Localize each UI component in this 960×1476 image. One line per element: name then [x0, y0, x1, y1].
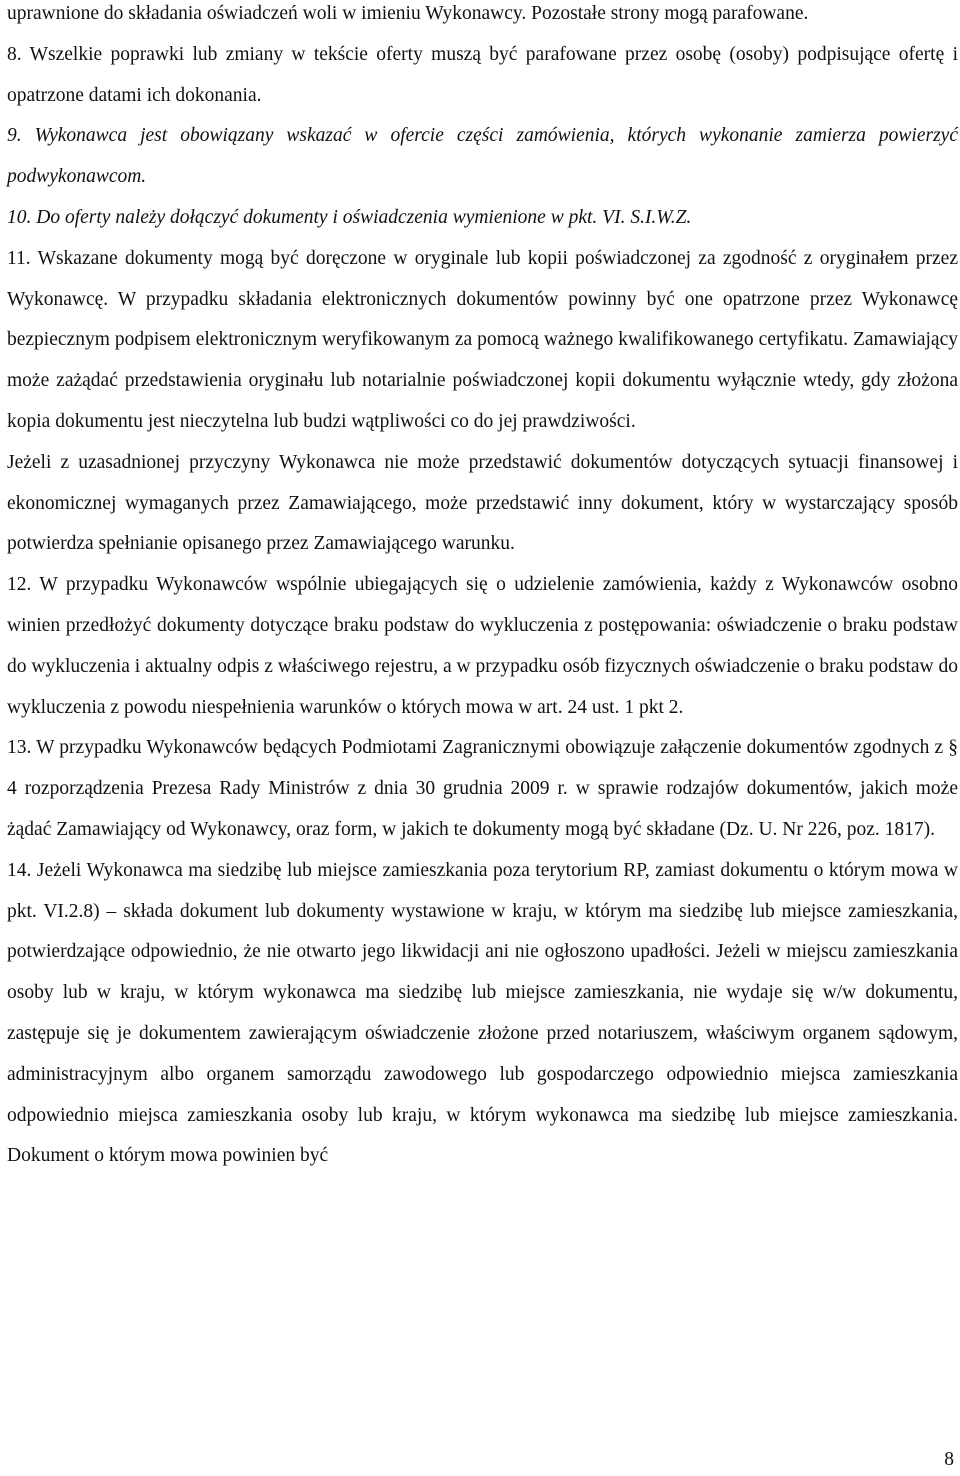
paragraph-11: 11. Wskazane dokumenty mogą być doręczone w oryginale lub kopii poświadczonej za zgodność z oryginałem przez Wykonawcę. W przypadku składania elektronicznych dokumentów powinny być one opatrzone przez Wykonawcę bezpiecznym podpisem elektronicznym weryfikowanym za pomocą ważnego kwalifikowanego certyfikatu. Zamawiający może zażądać przedstawienia oryginału lub notarialnie poświadczonej kopii dokumentu wyłącznie wtedy, gdy złożona kopia dokumentu jest nieczytelna lub budzi wątpliwości co do jej prawdziwości.	[7, 247, 958, 432]
paragraph-8: 8. Wszelkie poprawki lub zmiany w tekście oferty muszą być parafowane przez osobę (osoby) podpisujące ofertę i opatrzone datami ich dokonania.	[7, 43, 958, 106]
page-number: 8	[944, 1449, 954, 1470]
paragraph-11-continued: Jeżeli z uzasadnionej przyczyny Wykonawca nie może przedstawić dokumentów dotyczących sytuacji finansowej i ekonomicznej wymaganych przez Zamawiającego, może przedstawić inny dokument, który w wystarczający sposób potwierdza spełnianie opisanego przez Zamawiającego warunku.	[7, 451, 958, 555]
paragraph-10: 10. Do oferty należy dołączyć dokumenty i oświadczenia wymienione w pkt. VI. S.I.W.Z.	[7, 206, 692, 228]
paragraph-12: 12. W przypadku Wykonawców wspólnie ubiegających się o udzielenie zamówienia, każdy z Wykonawców osobno winien przedłożyć dokumenty dotyczące braku podstaw do wykluczenia z postępowania: oświadczenie o braku podstaw do wykluczenia i aktualny odpis z właściwego rejestru, a w przypadku osób fizycznych oświadczenie o braku podstaw do wykluczenia z powodu niespełnienia warunków o których mowa w art. 24 ust. 1 pkt 2.	[7, 574, 958, 718]
document-body	[7, 0, 958, 1177]
paragraph-14: 14. Jeżeli Wykonawca ma siedzibę lub miejsce zamieszkania poza terytorium RP, zamiast dokumentu o którym mowa w pkt. VI.2.8) – składa dokument lub dokumenty wystawione w kraju, w którym ma siedzibę lub miejsce zamieszkania, potwierdzające odpowiednio, że nie otwarto jego likwidacji ani nie ogłoszono upadłości. Jeżeli w miejscu zamieszkania osoby lub w kraju, w którym wykonawca ma siedzibę lub miejsce zamieszkania, nie wydaje się w/w dokumentu, zastępuje się je dokumentem zawierającym oświadczenie złożone przed notariuszem, właściwym organem sądowym, administracyjnym albo organem samorządu zawodowego lub gospodarczego odpowiednio miejsca zamieszkania odpowiednio miejsca zamieszkania osoby lub kraju, w którym wykonawca ma siedzibę lub miejsce zamieszkania. Dokument o którym mowa powinien być	[7, 859, 958, 1167]
paragraph-13: 13. W przypadku Wykonawców będących Podmiotami Zagranicznymi obowiązuje załączenie dokumentów zgodnych z § 4 rozporządzenia Prezesa Rady Ministrów z dnia 30 grudnia 2009 r. w sprawie rodzajów dokumentów, jakich może żądać Zamawiający od Wykonawcy, oraz form, w jakich te dokumenty mogą być składane (Dz. U. Nr 226, poz. 1817).	[7, 737, 958, 840]
paragraph-continuation: uprawnione do składania oświadczeń woli w imieniu Wykonawcy. Pozostałe strony mogą parafowane.	[7, 3, 809, 24]
paragraph-9: 9. Wykonawca jest obowiązany wskazać w ofercie części zamówienia, których wykonanie zamierza powierzyć podwykonawcom.	[7, 125, 958, 188]
